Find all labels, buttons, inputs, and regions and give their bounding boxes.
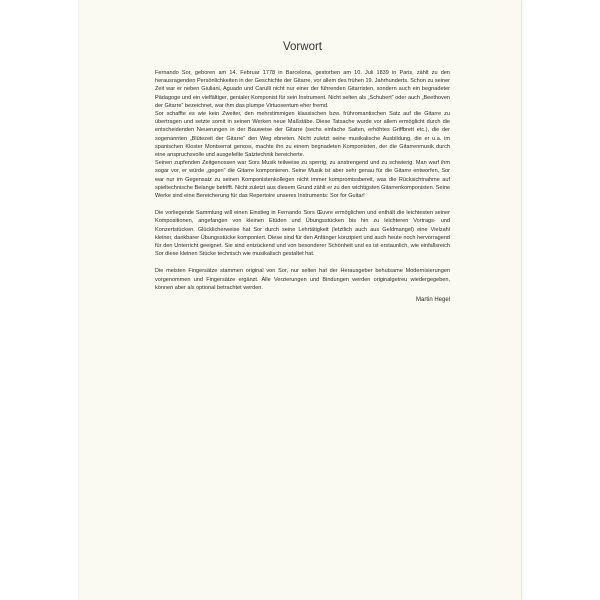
paragraph-gap: [155, 258, 450, 267]
score-page: [79, 0, 521, 600]
author-signature: Martin Hegel: [415, 297, 450, 304]
paragraph-fingerings: Die meisten Fingersätze stammen original von Sor, nur selten hat der Herausgeber behutsame Modernisierungen vorgenommen und Fingersätze ergänzt. Alle Verzierungen und Bindungen werden originalgetreu wiedergegeben, können aber als optional betrachtet werden.: [155, 268, 450, 291]
paragraph-gap: [155, 200, 450, 209]
paragraph-contemporaries: Seinen zupfenden Zeitgenossen war Sors Musik teilweise zu sperrig, zu anstrengend und zu schwierig. Man warf ihm sogar vor, er würde „gegen“ die Gitarre komponieren. Seine Musik ist aber sehr genau für die Gitarre entworfen, Sor war nur im Gegensatz zu seinen Komponistenkollegen nicht immer kompromissbereit, was die Rücksichtnahme auf spieltechnische Belange betrifft. Nicht zuletzt aus diesem Grund zählt er zu den wichtigsten Gitarrenkomponisten. Seine Werke sind eine Bereicherung für das Repertoire unseres Instruments: Sor for Guitar!: [155, 160, 450, 200]
paragraph-style: Sor schaffte es wie kein Zweiter, den mehrstimmigen klassischen bzw. frühromantischen Satz auf die Gitarre zu übertragen und setzte somit in seinen Werken neue Maßstäbe. Diese Tatsache wurde vor allem ermöglicht durch die entscheidenden Neuerungen in der Bauweise der Gitarre (sechs einfache Saiten, erhöhtes Griffbrett etc.), die der sogenannten „Blütezeit der Gitarre“ den Weg ebneten. Nicht zuletzt seine musikalische Ausbildung, die er u.a. im spanischen Kloster Montserrat genoss, machte ihn zu einem begnadeten Komponisten, der die Gitarrenmusik durch eine anspruchsvolle und ausgefeilte Satztechnik bereicherte.: [155, 111, 450, 159]
page-title: Vorwort: [283, 41, 322, 53]
preface-body: [155, 69, 450, 304]
paragraph-collection: Die vorliegende Sammlung will einen Einstieg in Fernando Sors Œuvre ermöglichen und enthält die leichtesten seiner Kompositionen, angefangen von kleinen Etüden und Übungsstücken bis hin zu leichteren Vortrags- und Konzertstücken. Glücklicherweise hat Sor durch seine Lehrtätigkeit (letztlich auch aus Geldmangel) eine Vielzahl kleiner, dankbarer Übungsstücke komponiert. Diese sind für den Anfänger konzipiert und auch heute noch hervorragend für den Unterricht geeignet. Sie sind entzückend und von besonderer Schönheit und es ist erstaunlich, wie einfallsreich Sor diese kleinen Stücke technisch wie musikalisch gestaltet hat.: [155, 210, 450, 258]
paragraph-biography: Fernando Sor, geboren am 14. Februar 1778 in Barcelona, gestorben am 10. Juli 1839 in Paris, zählt zu den herausragenden Persönlichkeiten in der Geschichte der Gitarre, vor allem des frühen 19. Jahrhunderts. Schon zu seiner Zeit war er neben Giuliani, Aguado und Carulli nicht nur einer der führenden Gitarristen, sondern auch ein begnadeter Pädagoge und ein vielfältiger, genialer Komponist für sein Instrument. Nicht selten als „Schubert“ oder auch „Beethoven der Gitarre“ bezeichnet, war ihm das plumpe Virtuosentum eher fremd.: [155, 70, 450, 109]
